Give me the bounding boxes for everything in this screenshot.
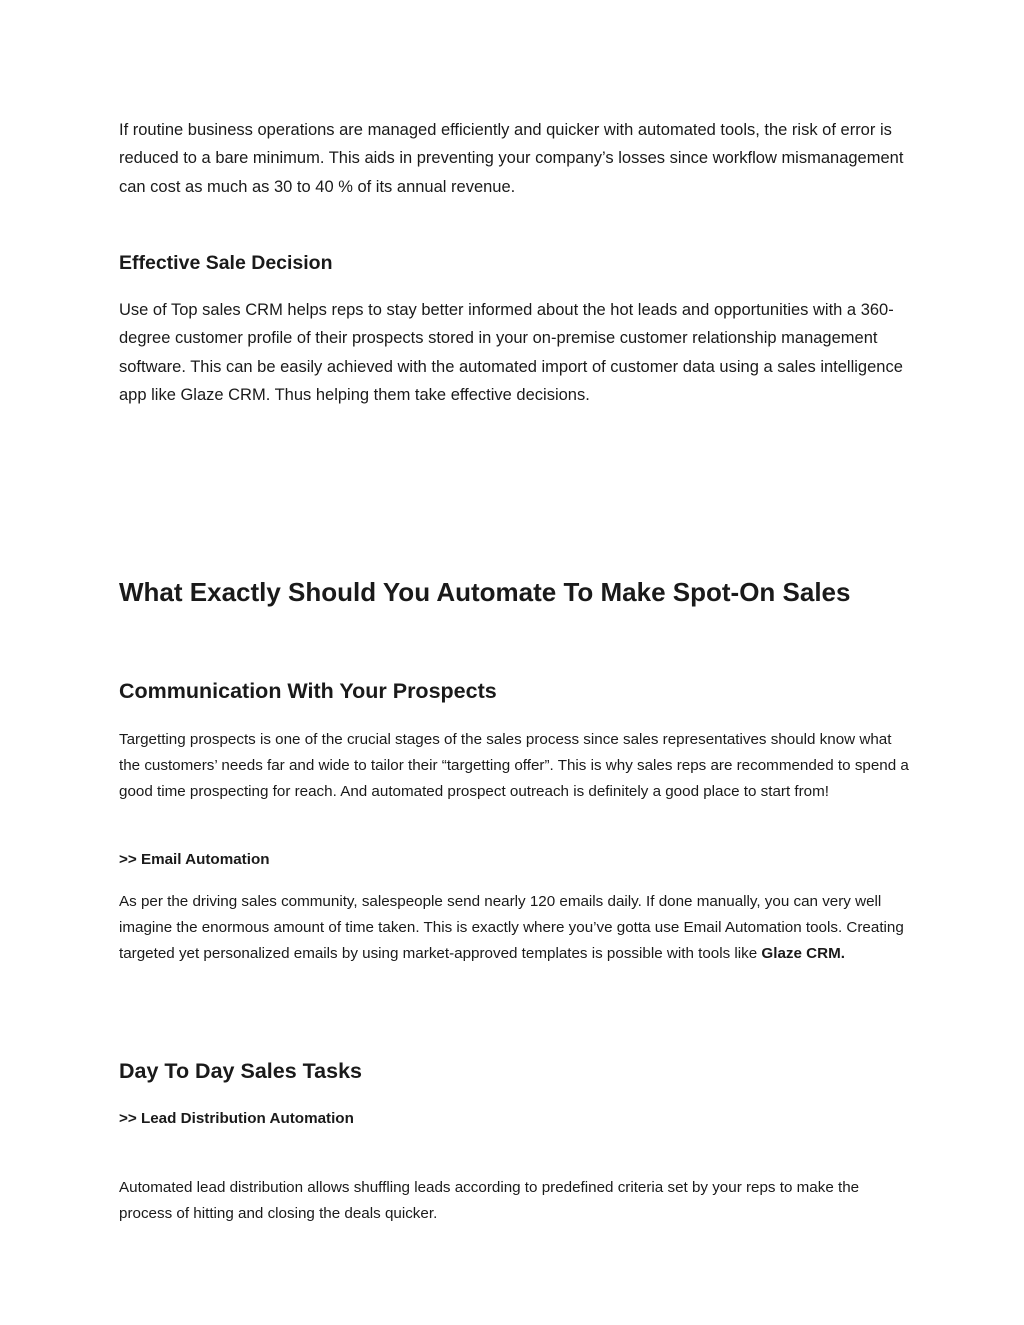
communication-heading: Communication With Your Prospects: [119, 679, 497, 703]
lead-distribution-heading: >> Lead Distribution Automation: [119, 1110, 354, 1127]
effective-sale-heading: Effective Sale Decision: [119, 252, 333, 274]
effective-sale-paragraph: Use of Top sales CRM helps reps to stay better informed about the hot leads and opportunities with a 360-degree customer profile of their prospects stored in your on-premise customer relationship management software. This can be easily achieved with the automated import of customer data using a sales intelligence app like Glaze CRM. Thus helping them take effective decisions.: [119, 301, 903, 404]
email-automation-heading: >> Email Automation: [119, 851, 270, 868]
communication-paragraph: Targetting prospects is one of the crucial stages of the sales process since sales representatives should know what the customers’ needs far and wide to tailor their “targetting offer”. This is why sales reps are recommended to spend a good time prospecting for reach. And automated prospect outreach is definitely a good place to start from!: [119, 731, 909, 800]
lead-distribution-paragraph: Automated lead distribution allows shuffling leads according to predefined criteria set by your reps to make the process of hitting and closing the deals quicker.: [119, 1179, 860, 1222]
email-automation-paragraph: [119, 889, 909, 966]
intro-paragraph: If routine business operations are managed efficiently and quicker with automated tools, the risk of error is reduced to a bare minimum. This aids in preventing your company’s losses since workflow mismanagement can cost as much as 30 to 40 % of its annual revenue.: [119, 121, 904, 196]
email-automation-text: As per the driving sales community, salespeople send nearly 120 emails daily. If done manually, you can very well imagine the enormous amount of time taken. This is exactly where you’ve gotta use Email Automation tools. Creating targeted yet personalized emails by using market-approved templates is possible with tools like: [119, 893, 904, 962]
day-to-day-heading: Day To Day Sales Tasks: [119, 1059, 362, 1083]
page-title: What Exactly Should You Automate To Make Spot-On Sales: [119, 577, 851, 607]
glaze-crm-bold: Glaze CRM.: [761, 944, 845, 962]
